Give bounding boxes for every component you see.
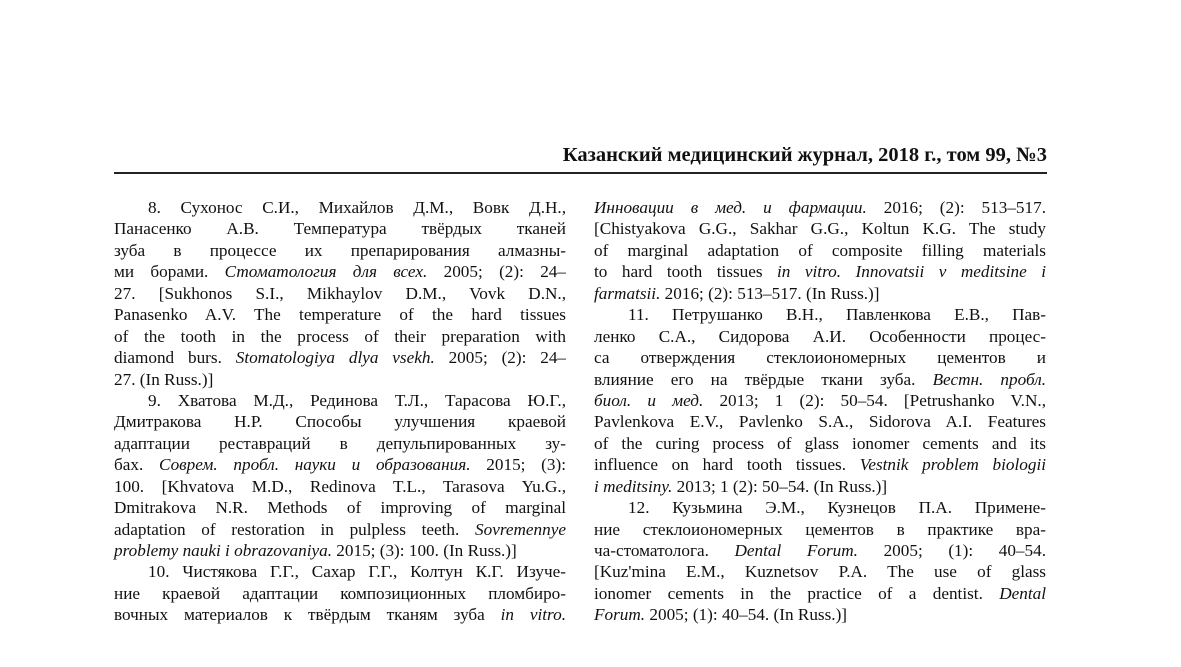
reference-text: to hard tooth tissues bbox=[594, 262, 778, 282]
reference-line bbox=[114, 476, 566, 497]
reference-text: адаптации реставраций в депульпированных зу- bbox=[114, 433, 566, 453]
reference-line bbox=[594, 261, 1046, 282]
reference-line bbox=[594, 476, 1046, 497]
reference-line bbox=[594, 497, 1046, 518]
reference-text: adaptation of restoration in pulpless teeth. bbox=[114, 519, 476, 539]
reference-text: 2005; (2): 24– bbox=[434, 348, 567, 368]
reference-text: 2005; (2): 24– bbox=[427, 262, 566, 282]
reference-line bbox=[114, 218, 566, 239]
reference-line bbox=[114, 304, 566, 325]
reference-line bbox=[594, 283, 1046, 304]
reference-text: ние стеклоиономерных цементов в практике вра- bbox=[594, 519, 1046, 539]
reference-line bbox=[594, 454, 1046, 475]
reference-text: 100. [Khvatova M.D., Redinova T.L., Tarasova Yu.G., bbox=[114, 476, 566, 496]
reference-text: са отверждения стеклоиономерных цементов и bbox=[594, 348, 1046, 368]
reference-text: 2015; (3): bbox=[470, 455, 566, 475]
reference-text: diamond burs. bbox=[114, 348, 236, 368]
reference-text: 2005; (1): 40–54. (In Russ.)] bbox=[645, 605, 848, 625]
reference-line bbox=[114, 497, 566, 518]
reference-line bbox=[594, 540, 1046, 561]
reference-line bbox=[114, 540, 566, 561]
reference-italic-text: problemy nauki i obrazovaniya. bbox=[114, 541, 332, 560]
reference-text: 10. Чистякова Г.Г., Сахар Г.Г., Колтун К.Г. Изуче- bbox=[148, 562, 566, 582]
reference-text: Dmitrakova N.R. Methods of improving of marginal bbox=[114, 498, 566, 518]
reference-italic-text: Соврем. пробл. науки и образования. bbox=[159, 455, 471, 475]
reference-text: 2015; (3): 100. (In Russ.)] bbox=[332, 541, 517, 560]
reference-line bbox=[594, 561, 1046, 582]
reference-text: 2013; 1 (2): 50–54. (In Russ.)] bbox=[672, 476, 888, 496]
reference-text: of the tooth in the process of their preparation with bbox=[114, 326, 566, 346]
reference-column-left bbox=[114, 197, 566, 626]
reference-line bbox=[114, 604, 566, 625]
reference-text: ленко С.А., Сидорова А.И. Особенности процес- bbox=[594, 326, 1046, 346]
reference-line bbox=[594, 240, 1046, 261]
header-rule bbox=[114, 172, 1047, 174]
reference-text: Панасенко А.В. Температура твёрдых тканей bbox=[114, 219, 566, 239]
journal-running-head: Казанский медицинский журнал, 2018 г., том 99, №3 bbox=[562, 144, 1047, 166]
reference-line bbox=[114, 519, 566, 540]
reference-text: influence on hard tooth tissues. bbox=[594, 455, 860, 475]
reference-line bbox=[114, 347, 566, 368]
reference-text: 2013; 1 (2): 50–54. [Petrushanko V.N., bbox=[703, 390, 1046, 410]
reference-line bbox=[114, 454, 566, 475]
reference-italic-text: Стоматология для всех. bbox=[224, 262, 428, 282]
reference-line bbox=[114, 326, 566, 347]
reference-text: 11. Петрушанко В.Н., Павленкова Е.В., Пав- bbox=[628, 305, 1046, 325]
reference-italic-text: Dental Forum. bbox=[734, 541, 858, 560]
reference-line bbox=[594, 583, 1046, 604]
reference-italic-text: farmatsii. bbox=[594, 283, 661, 303]
reference-italic-text: Vestnik problem biologii bbox=[859, 455, 1046, 475]
reference-line bbox=[114, 583, 566, 604]
reference-italic-text: in vitro. bbox=[500, 605, 566, 625]
reference-italic-text: Sovremennye bbox=[475, 519, 566, 539]
reference-line bbox=[594, 519, 1046, 540]
reference-text: ми борами. bbox=[114, 262, 225, 282]
reference-line bbox=[114, 561, 566, 582]
reference-text: 27. [Sukhonos S.I., Mikhaylov D.M., Vovk D.N., bbox=[114, 283, 566, 303]
reference-line bbox=[594, 304, 1046, 325]
reference-italic-text: i meditsiny. bbox=[594, 476, 673, 496]
reference-line bbox=[594, 433, 1046, 454]
reference-italic-text: Вестн. пробл. bbox=[932, 369, 1046, 389]
reference-italic-text: биол. и мед. bbox=[594, 390, 704, 410]
reference-text: Дмитракова Н.Р. Способы улучшения краевой bbox=[114, 412, 566, 432]
reference-text: бах. bbox=[114, 455, 159, 475]
reference-text: Pavlenkova E.V., Pavlenko S.A., Sidorova A.I. Features bbox=[594, 412, 1046, 432]
reference-italic-text: Stomatologiya dlya vsekh. bbox=[235, 348, 435, 368]
reference-line bbox=[114, 197, 566, 218]
reference-text: 9. Хватова М.Д., Рединова Т.Л., Тарасова Ю.Г., bbox=[148, 390, 566, 410]
reference-line bbox=[594, 369, 1046, 390]
reference-text: ча-стоматолога. bbox=[594, 541, 735, 560]
reference-text: вочных материалов к твёрдым тканям зуба bbox=[114, 605, 501, 625]
reference-text: of the curing process of glass ionomer cements and its bbox=[594, 433, 1046, 453]
reference-text: влияние его на твёрдые ткани зуба. bbox=[594, 369, 933, 389]
reference-line bbox=[594, 390, 1046, 411]
reference-text: of marginal adaptation of composite filling materials bbox=[594, 240, 1046, 260]
reference-line bbox=[114, 261, 566, 282]
reference-line bbox=[114, 283, 566, 304]
reference-line bbox=[114, 411, 566, 432]
reference-text: Panasenko A.V. The temperature of the hard tissues bbox=[114, 305, 566, 325]
reference-text: 12. Кузьмина Э.М., Кузнецов П.А. Примене- bbox=[628, 498, 1046, 518]
reference-text: 2005; (1): 40–54. bbox=[857, 541, 1046, 560]
reference-line bbox=[114, 390, 566, 411]
reference-line bbox=[594, 326, 1046, 347]
reference-line bbox=[594, 604, 1046, 625]
reference-line bbox=[594, 218, 1046, 239]
reference-text: 2016; (2): 513–517. (In Russ.)] bbox=[660, 283, 880, 303]
reference-line bbox=[114, 369, 566, 390]
reference-text: [Kuz'mina E.M., Kuznetsov P.A. The use of glass bbox=[594, 562, 1046, 582]
reference-line bbox=[114, 240, 566, 261]
reference-text: ние краевой адаптации композиционных пломбиро- bbox=[114, 583, 566, 603]
reference-column-right bbox=[594, 197, 1046, 626]
reference-line bbox=[594, 197, 1046, 218]
reference-line bbox=[594, 411, 1046, 432]
reference-text: [Chistyakova G.G., Sakhar G.G., Koltun K.G. The study bbox=[594, 219, 1046, 239]
reference-italic-text: Forum. bbox=[594, 605, 646, 625]
reference-line bbox=[114, 433, 566, 454]
reference-text: 2016; (2): 513–517. bbox=[866, 198, 1046, 217]
reference-line bbox=[594, 347, 1046, 368]
reference-italic-text: Инновации в мед. и фармации. bbox=[594, 198, 867, 217]
reference-italic-text: in vitro. Innovatsii v meditsine i bbox=[777, 262, 1046, 282]
reference-italic-text: Dental bbox=[999, 583, 1046, 603]
reference-text: зуба в процессе их препарирования алмазны- bbox=[114, 240, 566, 260]
reference-text: ionomer cements in the practice of a dentist. bbox=[594, 583, 1000, 603]
reference-text: 27. (In Russ.)] bbox=[114, 369, 214, 389]
reference-text: 8. Сухонос С.И., Михайлов Д.М., Вовк Д.Н., bbox=[148, 198, 566, 217]
